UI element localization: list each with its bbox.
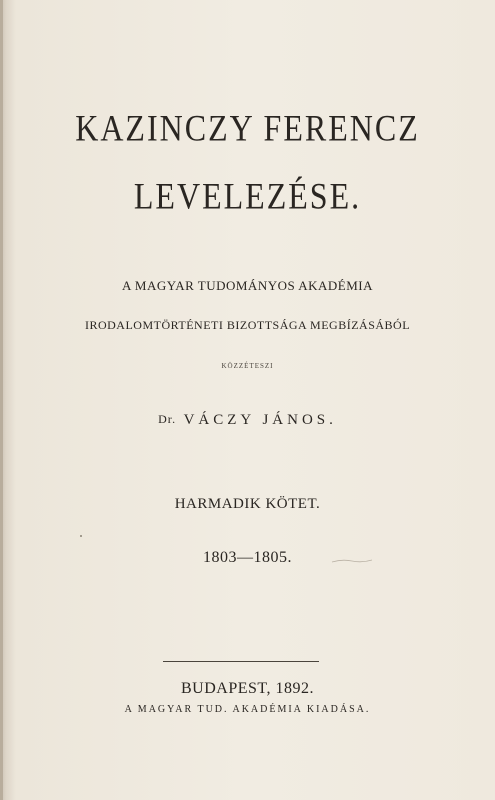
publisher-line: A MAGYAR TUD. AKADÉMIA KIADÁSA. xyxy=(124,704,371,715)
subtitle-line-1: A MAGYAR TUDOMÁNYOS AKADÉMIA xyxy=(121,278,374,293)
volume-label: HARMADIK KÖTET. xyxy=(174,496,321,512)
editor-name: VÁCZY JÁNOS. xyxy=(183,412,337,428)
divider-rule xyxy=(163,661,319,662)
pencil-mark xyxy=(330,555,374,567)
editor-prefix: Dr. xyxy=(158,412,177,426)
title-line-1: KAZINCZY FERENCZ xyxy=(75,107,420,149)
editor-line xyxy=(0,412,495,429)
publishes-label: KÖZZÉTESZI xyxy=(221,362,274,370)
city-year: BUDAPEST, 1892. xyxy=(181,680,314,697)
title-line-2: LEVELEZÉSE. xyxy=(133,175,362,217)
dot-mark xyxy=(80,535,82,537)
subtitle-line-2: IRODALOMTÖRTÉNETI BIZOTTSÁGA MEGBÍZÁSÁBÓL xyxy=(84,318,411,332)
years-label: 1803—1805. xyxy=(203,549,292,566)
